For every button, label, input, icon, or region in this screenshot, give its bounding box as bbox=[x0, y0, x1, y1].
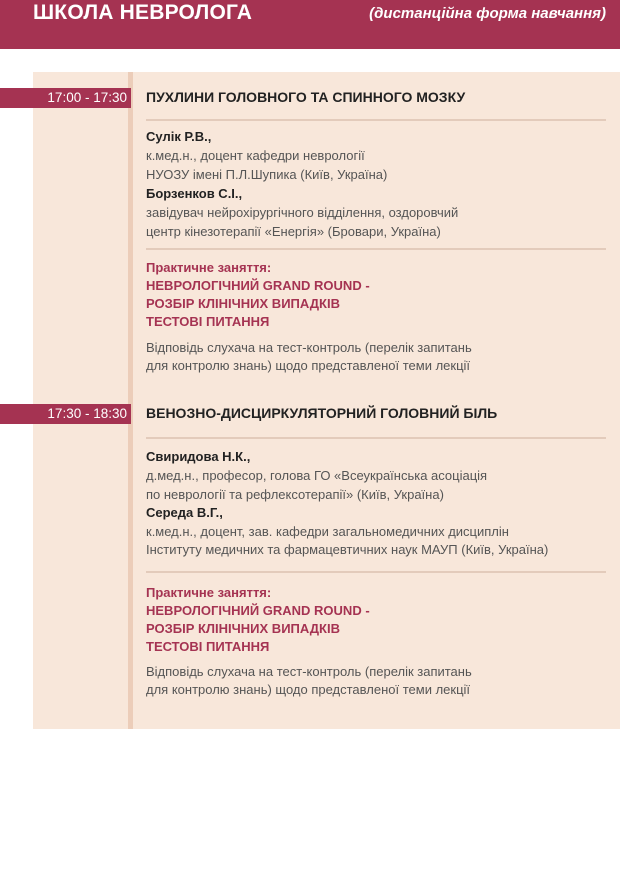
speaker-name: Середа В.Г., bbox=[146, 505, 223, 520]
separator bbox=[146, 119, 606, 121]
practice-description: для контролю знань) щодо представленої теми лекції bbox=[146, 358, 471, 373]
practice-title: РОЗБІР КЛІНІЧНИХ ВИПАДКІВ bbox=[146, 296, 340, 311]
separator bbox=[146, 437, 606, 439]
page-title: ШКОЛА НЕВРОЛОГА bbox=[33, 1, 253, 24]
session-topic: ВЕНОЗНО-ДИСЦИРКУЛЯТОРНИЙ ГОЛОВНИЙ БІЛЬ bbox=[146, 405, 498, 421]
speaker-affiliation: НУОЗУ імені П.Л.Шупика (Київ, Україна) bbox=[146, 167, 388, 182]
study-mode-note: (дистанційна форма навчання) bbox=[369, 5, 606, 22]
session-topic: ПУХЛИНИ ГОЛОВНОГО ТА СПИННОГО МОЗКУ bbox=[146, 89, 466, 105]
speaker-name: Сулік Р.В., bbox=[146, 129, 212, 144]
speaker-affiliation: д.мед.н., професор, голова ГО «Всеукраїнська асоціація bbox=[146, 468, 488, 483]
session-time: 17:30 - 18:30 bbox=[0, 404, 131, 424]
practice-description: Відповідь слухача на тест-контроль (перелік запитань bbox=[146, 664, 472, 679]
speaker-affiliation: центр кінезотерапії «Енергія» (Бровари, Україна) bbox=[146, 224, 441, 239]
practice-title: РОЗБІР КЛІНІЧНИХ ВИПАДКІВ bbox=[146, 621, 340, 636]
practice-label: Практичне заняття: bbox=[146, 260, 272, 275]
practice-description: Відповідь слухача на тест-контроль (перелік запитань bbox=[146, 340, 472, 355]
speaker-name: Свиридова Н.К., bbox=[146, 449, 251, 464]
timeline-divider bbox=[128, 72, 133, 729]
separator bbox=[146, 571, 606, 573]
practice-title: ТЕСТОВІ ПИТАННЯ bbox=[146, 314, 270, 329]
practice-title: ТЕСТОВІ ПИТАННЯ bbox=[146, 639, 270, 654]
speaker-affiliation: к.мед.н., доцент, зав. кафедри загальномедичних дисциплін bbox=[146, 524, 509, 539]
speaker-affiliation: Інституту медичних та фармацевтичних наук МАУП (Київ, Україна) bbox=[146, 542, 549, 557]
practice-description: для контролю знань) щодо представленої теми лекції bbox=[146, 682, 471, 697]
practice-title: НЕВРОЛОГІЧНИЙ GRAND ROUND - bbox=[146, 278, 370, 293]
separator bbox=[146, 248, 606, 250]
practice-label: Практичне заняття: bbox=[146, 585, 272, 600]
speaker-affiliation: по неврології та рефлексотерапії» (Київ, Україна) bbox=[146, 487, 444, 502]
header-banner bbox=[0, 0, 620, 49]
speaker-name: Борзенков С.І., bbox=[146, 186, 243, 201]
speaker-affiliation: завідувач нейрохірургічного відділення, оздоровчий bbox=[146, 205, 459, 220]
practice-title: НЕВРОЛОГІЧНИЙ GRAND ROUND - bbox=[146, 603, 370, 618]
session-time: 17:00 - 17:30 bbox=[0, 88, 131, 108]
speaker-affiliation: к.мед.н., доцент кафедри неврології bbox=[146, 148, 365, 163]
